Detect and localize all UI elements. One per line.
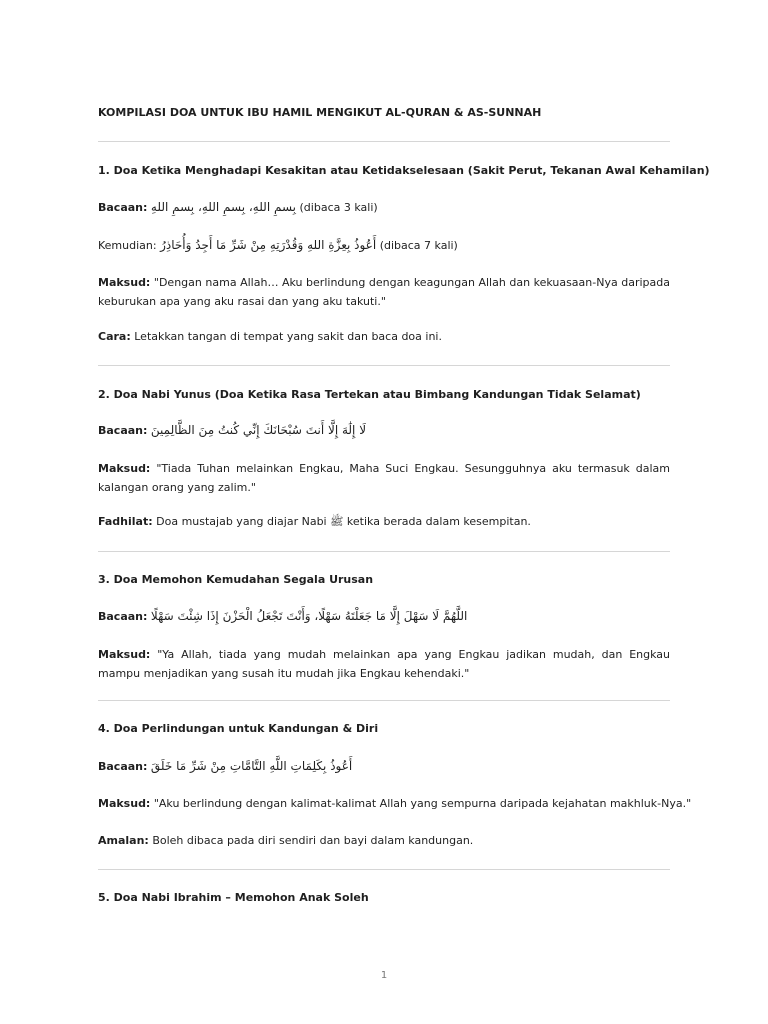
cara-text: Letakkan tangan di tempat yang sakit dan baca doa ini. [134,330,442,343]
kemudian-line-1 [98,238,458,253]
bacaan-arabic: بِسمِ اللهِ، بِسمِ اللهِ، بِسمِ اللهِ [150,200,297,214]
maksud-paragraph-3 [98,645,670,683]
divider [98,141,670,142]
maksud-label: Maksud: [98,797,151,810]
maksud-label: Maksud: [98,648,151,661]
maksud-label: Maksud: [98,276,151,289]
maksud-paragraph-2 [98,459,670,497]
cara-line-1 [98,330,442,344]
page-number: 1 [380,970,388,981]
fadhilat-text: Doa mustajab yang diajar Nabi ﷺ ketika berada dalam kesempitan. [156,515,531,528]
bacaan-label: Bacaan: [98,424,148,437]
kemudian-arabic: أَعُوذُ بِعِزَّةِ اللهِ وَقُدْرَتِهِ مِنْ شَرِّ مَا أَجِدُ وَأُحَاذِرُ [160,238,377,252]
section-heading-5: 5. Doa Nabi Ibrahim – Memohon Anak Soleh [98,891,369,904]
section-heading-3: 3. Doa Memohon Kemudahan Segala Urusan [98,573,374,586]
bacaan-arabic: أَعُوذُ بِكَلِمَاتِ اللَّهِ التَّامَّاتِ مِنْ شَرِّ مَا خَلَقَ [150,759,353,773]
divider [98,700,670,701]
divider [98,551,670,552]
maksud-text: "Dengan nama Allah… Aku berlindung dengan keagungan Allah dan kekuasaan-Nya daripada keburukan apa yang aku rasai dan yang aku takuti." [98,276,670,308]
section-heading-2: 2. Doa Nabi Yunus (Doa Ketika Rasa Tertekan atau Bimbang Kandungan Tidak Selamat) [98,388,641,401]
amalan-label: Amalan: [98,834,149,847]
bacaan-arabic: اللَّهُمَّ لَا سَهْلَ إِلَّا مَا جَعَلْتَهُ سَهْلًا، وَأَنْتَ تَجْعَلُ الْحَزْنَ إِذَا شِئْتَ سَهْلًا [150,609,468,623]
section-heading-4: 4. Doa Perlindungan untuk Kandungan & Diri [98,722,379,735]
bacaan-note: (dibaca 3 kali) [299,201,378,214]
amalan-line-4 [98,834,473,848]
maksud-paragraph-1 [98,273,670,311]
divider [98,365,670,366]
bacaan-label: Bacaan: [98,760,148,773]
bacaan-line-1 [98,200,378,215]
maksud-text: "Ya Allah, tiada yang mudah melainkan apa yang Engkau jadikan mudah, dan Engkau mampu menjadikan yang susah itu mudah jika Engkau kehendaki." [98,648,671,680]
cara-label: Cara: [98,330,131,343]
fadhilat-line-2 [98,515,531,529]
section-heading-1: 1. Doa Ketika Menghadapi Kesakitan atau Ketidakselesaan (Sakit Perut, Tekanan Awal Kehamilan) [98,164,710,177]
maksud-text: "Tiada Tuhan melainkan Engkau, Maha Suci Engkau. Sesungguhnya aku termasuk dalam kalangan orang yang zalim." [98,462,670,494]
bacaan-label: Bacaan: [98,201,148,214]
divider [98,869,670,870]
maksud-label: Maksud: [98,462,151,475]
kemudian-label: Kemudian: [98,239,157,252]
bacaan-line-2 [98,423,366,438]
maksud-line-4 [98,797,691,811]
bacaan-line-4 [98,759,352,774]
amalan-text: Boleh dibaca pada diri sendiri dan bayi dalam kandungan. [152,834,474,847]
bacaan-arabic: لَا إِلَٰهَ إِلَّا أَنتَ سُبْحَانَكَ إِنِّي كُنتُ مِنَ الظَّالِمِينَ [150,423,367,437]
bacaan-line-3 [98,609,467,624]
document-title: KOMPILASI DOA UNTUK IBU HAMIL MENGIKUT AL-QURAN & AS-SUNNAH [98,106,542,119]
maksud-text: "Aku berlindung dengan kalimat-kalimat Allah yang sempurna daripada kejahatan makhluk-Nya." [153,797,692,810]
fadhilat-label: Fadhilat: [98,515,153,528]
bacaan-label: Bacaan: [98,610,148,623]
kemudian-note: (dibaca 7 kali) [379,239,458,252]
